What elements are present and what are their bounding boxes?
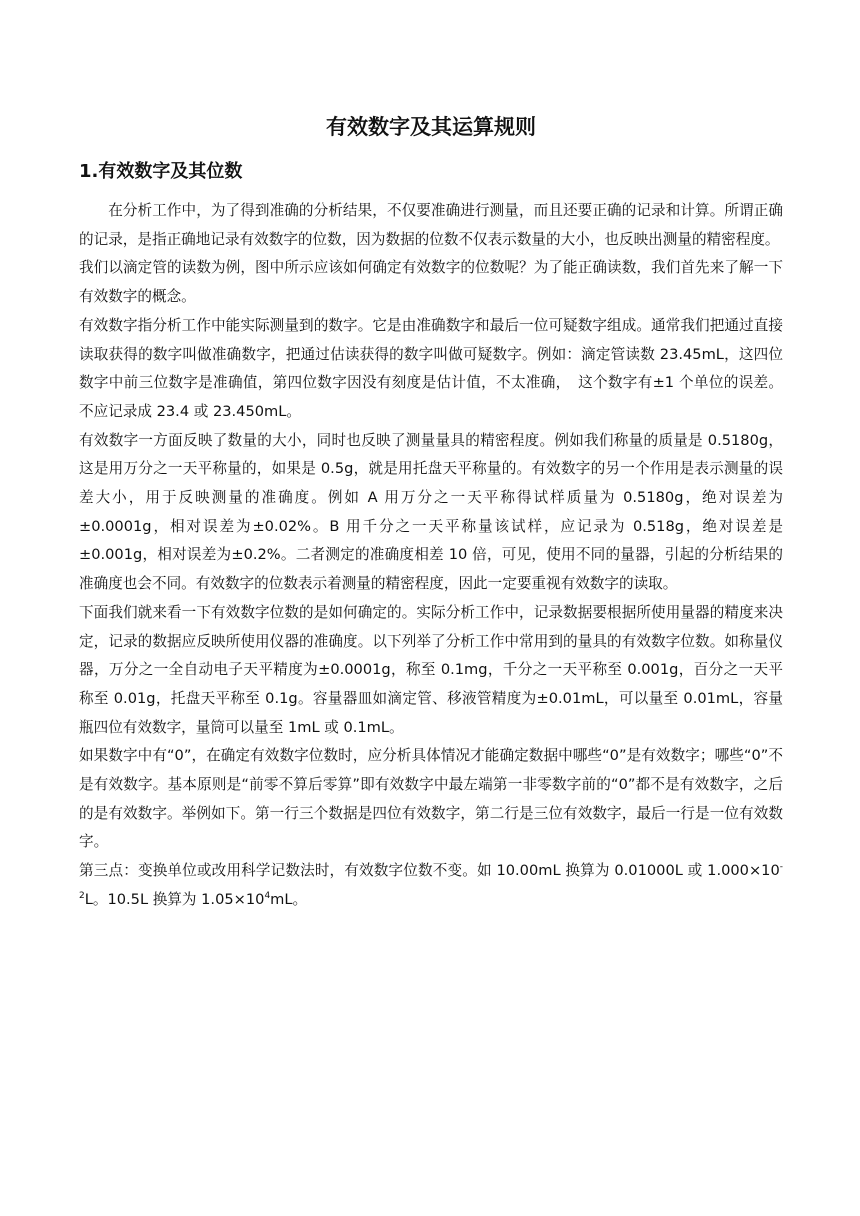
paragraph-burette-example: 我们以滴定管的读数为例，图中所示应该如何确定有效数字的位数呢？为了能正确读数，我们首先来了解一下有效数字的概念。: [79, 259, 783, 306]
conversion-text-2: L。10.5L 换算为 1.05×10: [84, 890, 265, 908]
paragraph-precision: 有效数字一方面反映了数量的大小，同时也反映了测量量具的精密程度。例如我们称量的质量是 0.5180g，这是用万分之一天平称量的，如果是 0.5g，就是用托盘天平称量的。有效数字的另一个作用是表示测量的误差大小，用于反映测量的准确度。例如 A 用万分之一天平称得试样质量为 0.5180g，绝对误差为±0.0001g，相对误差为±0.02%。B 用千分之一天平称量该试样，应记录为 0.518g，绝对误差是±0.001g，相对误差为±0.2%。二者测定的准确度相差 10 倍，可见，使用不同的量器，引起的分析结果的准确度也会不同。有效数字的位数表示着测量的精密程度，因此一定要重视有效数字的读取。: [79, 431, 783, 593]
exponent-1: -2: [79, 862, 783, 901]
exponent-2: 4: [264, 890, 271, 901]
paragraph-unit-conversion: [79, 857, 783, 914]
paragraph-intro: 在分析工作中，为了得到准确的分析结果，不仅要准确进行测量，而且还要正确的记录和计算。所谓正确的记录，是指正确地记录有效数字的位数，因为数据的位数不仅表示数量的大小，也反映出测量的精密程度。: [79, 202, 783, 248]
document-title: 有效数字及其运算规则: [326, 115, 536, 139]
document-body: [79, 197, 783, 915]
paragraph-definition: 有效数字指分析工作中能实际测量到的数字。它是由准确数字和最后一位可疑数字组成。通常我们把通过直接读取获得的数字叫做准确数字，把通过估读获得的数字叫做可疑数字。例如：滴定管读数 23.45mL，这四位数字中前三位数字是准确值，第四位数字因没有刻度是估计值，不太准确， 这个数字有±1 个单位的误差。不应记录成 23.4 或 23.450mL。: [79, 316, 783, 420]
paragraph-zeros: 如果数字中有“0”，在确定有效数字位数时，应分析具体情况才能确定数据中哪些“0”是有效数字；哪些“0”不是有效数字。基本原则是“前零不算后零算”即有效数字中最左端第一非零数字前的“0”都不是有效数字，之后的是有效数字。举例如下。第一行三个数据是四位有效数字，第二行是三位有效数字，最后一行是一位有效数字。: [79, 747, 783, 851]
section-heading: 1.有效数字及其位数: [79, 161, 243, 182]
conversion-text-3: mL。: [270, 890, 308, 908]
paragraph-instruments: 下面我们就来看一下有效数字位数的是如何确定的。实际分析工作中，记录数据要根据所使用量器的精度来决定，记录的数据应反映所使用仪器的准确度。以下列举了分析工作中常用到的量具的有效数字位数。如称量仪器，万分之一全自动电子天平精度为±0.0001g，称至 0.1mg，千分之一天平称至 0.001g，百分之一天平称至 0.01g，托盘天平称至 0.1g。容量器皿如滴定管、移液管精度为±0.01mL，可以量至 0.01mL，容量瓶四位有效数字，量筒可以量至 1mL 或 0.1mL。: [79, 603, 783, 736]
conversion-text-1: 第三点：变换单位或改用科学记数法时，有效数字位数不变。如 10.00mL 换算为 0.01000L 或 1.000×10: [79, 862, 780, 880]
